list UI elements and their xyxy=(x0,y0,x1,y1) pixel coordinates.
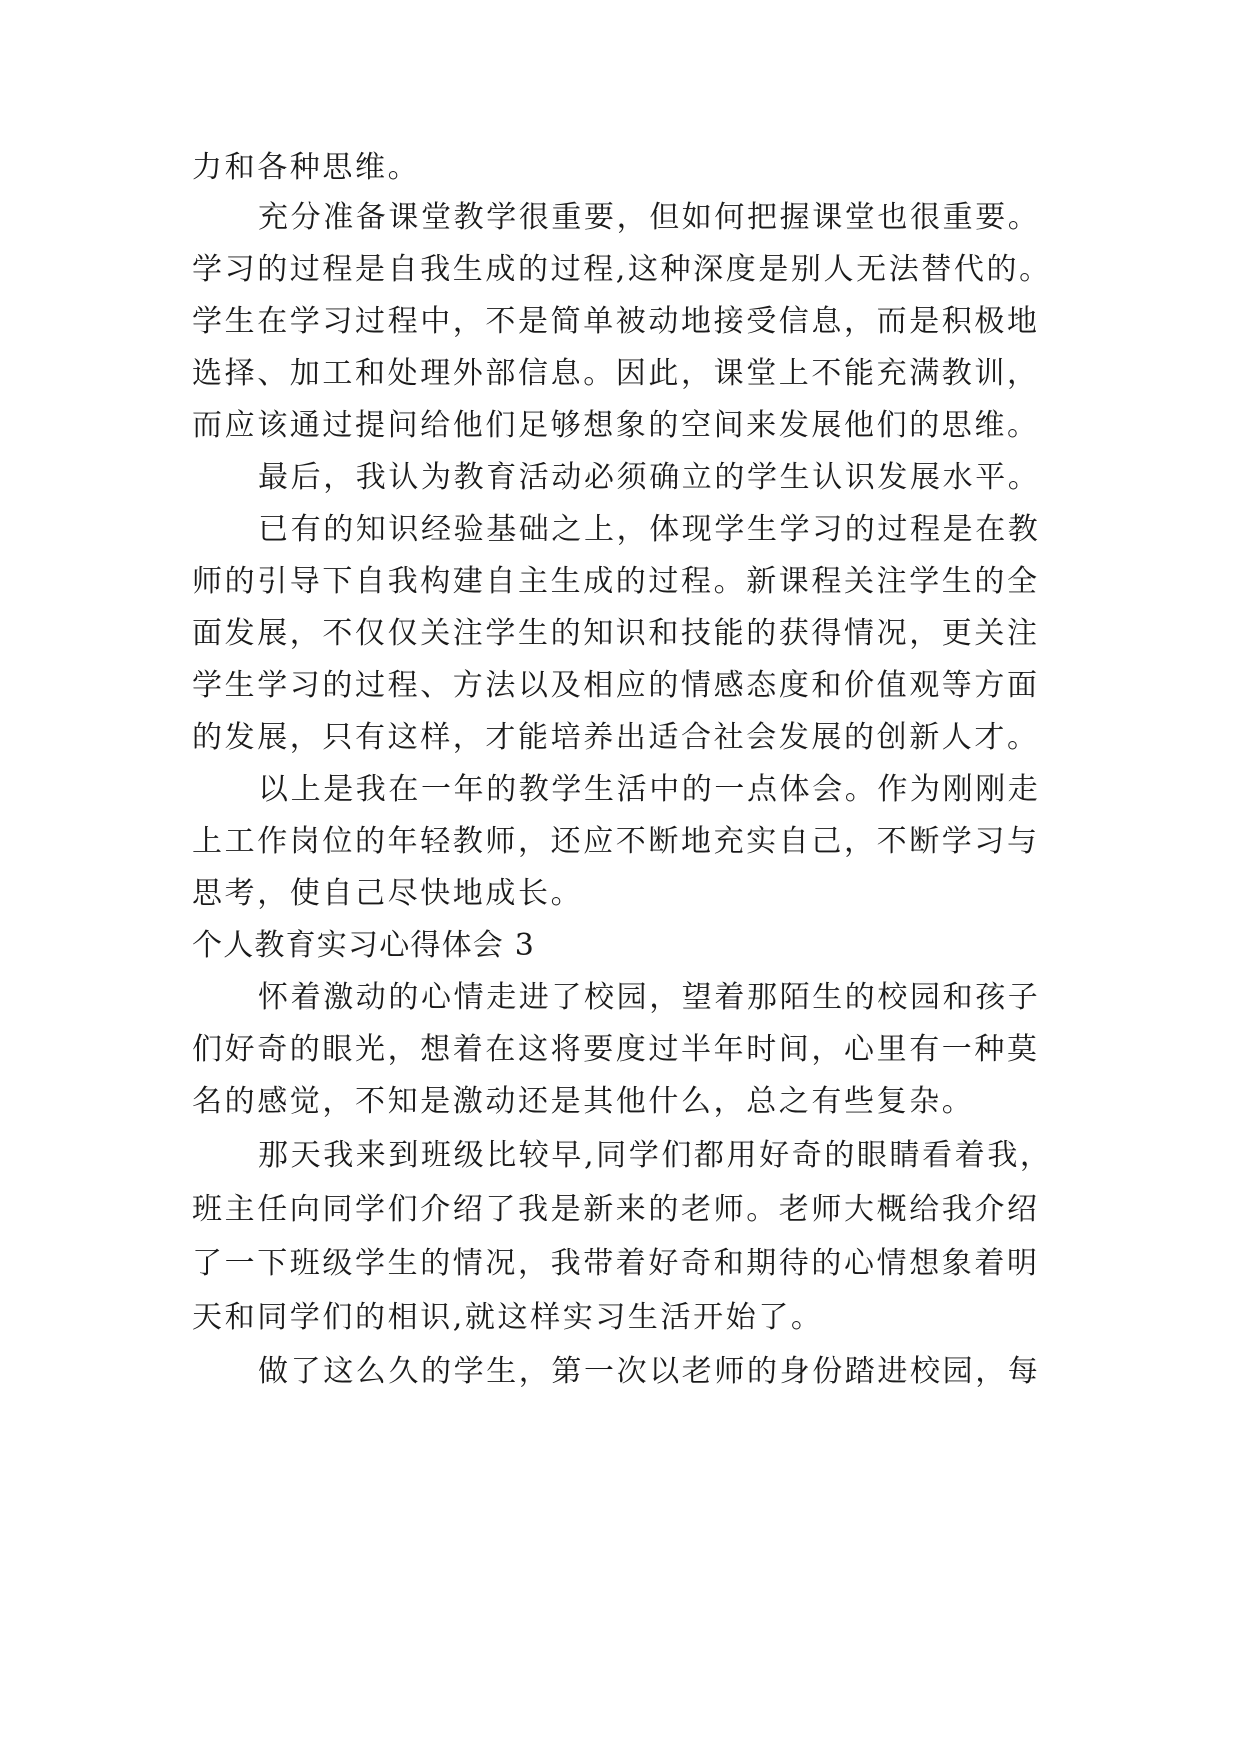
text-line: 力和各种思维。 xyxy=(192,150,421,185)
text-line: 而应该通过提问给他们足够想象的空间来发展他们的思维。 xyxy=(192,408,1040,443)
paragraph-first-line: 那天我来到班级比较早,同学们都用好奇的眼睛看着我， xyxy=(258,1138,1053,1173)
section-heading: 个人教育实习心得体会 3 xyxy=(192,928,536,963)
text-line: 们好奇的眼光，想着在这将要度过半年时间，心里有一种莫 xyxy=(192,1032,1040,1067)
text-line: 了一下班级学生的情况，我带着好奇和期待的心情想象着明 xyxy=(192,1246,1040,1281)
text-line: 班主任向同学们介绍了我是新来的老师。老师大概给我介绍 xyxy=(192,1192,1040,1227)
text-line: 学生学习的过程、方法以及相应的情感态度和价值观等方面 xyxy=(192,668,1040,703)
text-line: 上工作岗位的年轻教师，还应不断地充实自己，不断学习与 xyxy=(192,824,1040,859)
text-line: 的发展，只有这样，才能培养出适合社会发展的创新人才。 xyxy=(192,720,1040,755)
paragraph-first-line: 怀着激动的心情走进了校园，望着那陌生的校园和孩子 xyxy=(258,980,1041,1015)
text-line: 思考，使自己尽快地成长。 xyxy=(192,876,584,911)
text-line: 面发展，不仅仅关注学生的知识和技能的获得情况，更关注 xyxy=(192,616,1040,651)
paragraph-first-line: 最后，我认为教育活动必须确立的学生认识发展水平。 xyxy=(258,460,1041,495)
text-line: 学生在学习过程中，不是简单被动地接受信息，而是积极地 xyxy=(192,304,1040,339)
text-line: 学习的过程是自我生成的过程,这种深度是别人无法替代的。 xyxy=(192,252,1052,287)
text-line: 选择、加工和处理外部信息。因此，课堂上不能充满教训， xyxy=(192,356,1040,391)
paragraph-first-line: 做了这么久的学生，第一次以老师的身份踏进校园，每 xyxy=(258,1354,1041,1389)
text-line: 名的感觉，不知是激动还是其他什么，总之有些复杂。 xyxy=(192,1084,975,1119)
paragraph-first-line: 充分准备课堂教学很重要，但如何把握课堂也很重要。 xyxy=(258,200,1041,235)
text-line: 师的引导下自我构建自主生成的过程。新课程关注学生的全 xyxy=(192,564,1040,599)
paragraph-first-line: 已有的知识经验基础之上，体现学生学习的过程是在教 xyxy=(258,512,1041,547)
paragraph-first-line: 以上是我在一年的教学生活中的一点体会。作为刚刚走 xyxy=(258,772,1041,807)
text-line: 天和同学们的相识,就这样实习生活开始了。 xyxy=(192,1300,824,1335)
